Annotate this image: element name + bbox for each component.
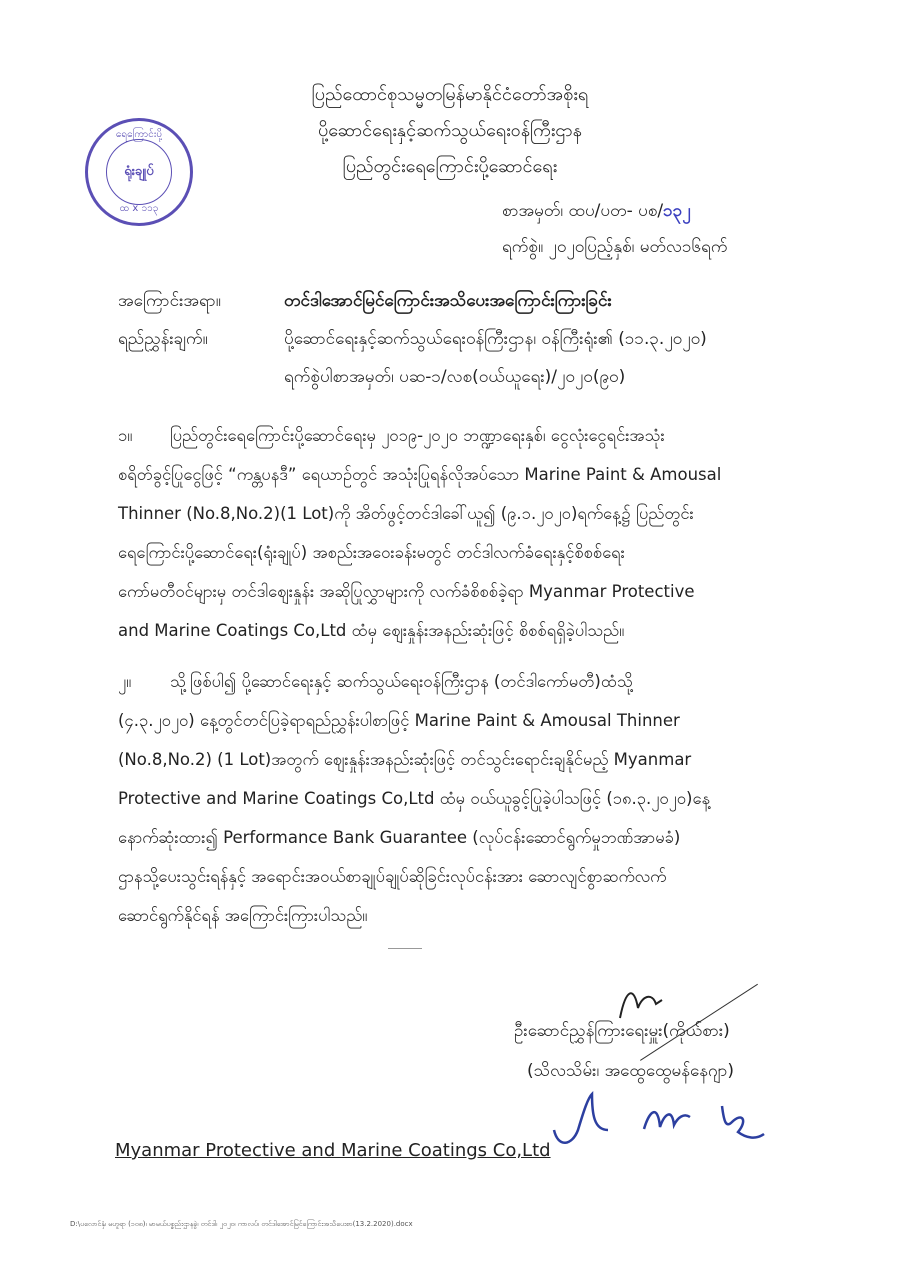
paragraph-2 [118, 662, 856, 935]
paragraph-line: (No.8,No.2) (1 Lot)အတွက် ဈေးနှုန်းအနည်းဆုံးဖြင့် တင်သွင်းရောင်းချနိုင်မည့် Myanmar [118, 750, 692, 769]
official-seal [85, 118, 193, 226]
paragraph-line: ကော်မတီဝင်များမှ တင်ဒါဈေးနှုန်း အဆိုပြုလွှာများကို လက်ခံစိစစ်ခဲ့ရာ Myanmar Protective [118, 582, 695, 601]
subject-text: တင်ဒါအောင်မြင်ကြောင်းအသိပေးအကြောင်းကြားခြင်း [284, 291, 612, 311]
references-line-2: ရက်စွဲပါစာအမှတ်၊ ပဆ-၁/လစ(ဝယ်ယူရေး)/၂၀၂၀(၉၀) [284, 367, 626, 387]
seal-name: ရုံးချုပ် [124, 164, 154, 179]
initials-1-icon [548, 1090, 618, 1152]
paragraph-line: ဆောင်ရွက်နိုင်ရန် အကြောင်းကြားပါသည်။ [118, 906, 368, 925]
paragraph-line: ရေကြောင်းပို့ဆောင်ရေး(ရုံးချုပ်) အစည်းအဝေးခန်းမတွင် တင်ဒါလက်ခံရေးနှင့်စိစစ်ရေး [118, 543, 625, 562]
paragraph-line: ၁။ ပြည်တွင်းရေကြောင်းပို့ဆောင်ရေးမှ ၂၀၁၉-၂၀၂၀ ဘဏ္ဍာရေးနှစ်၊ ငွေလုံးငွေရင်းအသုံး [118, 416, 856, 455]
initials-2-icon [638, 1095, 698, 1145]
subject-label: အကြောင်းအရာ။ [118, 291, 221, 311]
paragraph-line: ဌာနသို့ပေးသွင်းရန်နှင့် အရောင်းအဝယ်စာချုပ်ချုပ်ဆိုခြင်းလုပ်ငန်းအား ဆောလျင်စွာဆက်လက် [118, 867, 667, 886]
paragraph-number: ၂။ [118, 672, 132, 691]
reference-handwritten-number: ၁၃၂ [663, 201, 691, 221]
paragraph-number: ၁။ [118, 426, 133, 445]
paragraph-line: Protective and Marine Coatings Co,Ltd ထံမှ ဝယ်ယူခွင့်ပြုခဲ့ပါသဖြင့် (၁၈.၃.၂၀၂၀)နေ့ [118, 789, 710, 808]
seal-ring-text: ရေကြောင်းပို့ [115, 129, 163, 140]
letterhead-line-2: ပို့ဆောင်ရေးနှင့်ဆက်သွယ်ရေးဝန်ကြီးဌာန [318, 120, 582, 141]
references-label: ရည်ညွှန်းချက်။ [118, 329, 208, 349]
paragraph-line: နောက်ဆုံးထား၍ Performance Bank Guarantee (လုပ်ငန်းဆောင်ရွက်မှုဘဏ်အာမခံ) [118, 828, 681, 847]
signatory-name: (သိလသိမ်း၊ အထွေထွေမန်နေဂျာ) [527, 1061, 735, 1081]
divider-mark [388, 948, 422, 949]
letterhead-line-1: ပြည်ထောင်စုသမ္မတမြန်မာနိုင်ငံတော်အစိုးရ [311, 84, 589, 105]
recipient: Myanmar Protective and Marine Coatings Co,Ltd [115, 1140, 551, 1161]
initials-3-icon [712, 1098, 772, 1148]
file-path: D:\ပလောင်နှံ၊ မဟူရာ (၁၀၈)၊ မာမယ်ပစ္စည်းဌာနခွဲ၊ တင်ဒါ၊ ၂၀၂၀၊ ကာလပ်၊ တင်ဒါအောင်မြင်ကြောင်းအသိပေးစာ(13.2.2020).docx [70, 1220, 413, 1228]
paragraph-line: ၂။ သို့ဖြစ်ပါ၍ ပို့ဆောင်ရေးနှင့် ဆက်သွယ်ရေးဝန်ကြီးဌာန (တင်ဒါကော်မတီ)ထံသို့ [118, 662, 856, 701]
seal-ring-text-bottom: ထ x ၁၁၃ [119, 203, 159, 214]
reference-prefix: စာအမှတ်၊ ထပ/ပတ- ပစ/ [502, 201, 664, 221]
signatory-title: ဦးဆောင်ညွှန်ကြားရေးမှူး(ကိုယ်စား) [514, 1021, 730, 1041]
paragraph-line: and Marine Coatings Co,Ltd ထံမှ ဈေးနှုန်းအနည်းဆုံးဖြင့် စိစစ်ရရှိခဲ့ပါသည်။ [118, 621, 625, 640]
reference-number [502, 200, 691, 225]
paragraph-line: စရိတ်ခွင့်ပြုငွေဖြင့် “ကန္တပနဒီ” ရေယာဉ်တွင် အသုံးပြုရန်လိုအပ်သော Marine Paint & Amousal [118, 465, 722, 484]
paragraph-1 [118, 416, 856, 650]
paragraph-line: Thinner (No.8,No.2)(1 Lot)ကို အိတ်ဖွင့်တင်ဒါခေါ်ယူ၍ (၉.၁.၂၀၂၀)ရက်နေ့၌ ပြည်တွင်း [118, 504, 694, 523]
references-line-1: ပို့ဆောင်ရေးနှင့်ဆက်သွယ်ရေးဝန်ကြီးဌာန၊ ဝန်ကြီးရုံး၏ (၁၁.၃.၂၀၂၀) [284, 329, 707, 349]
letterhead-line-3: ပြည်တွင်းရေကြောင်းပို့ဆောင်ရေး [342, 156, 558, 177]
paragraph-line: (၄.၃.၂၀၂၀) နေ့တွင်တင်ပြခဲ့ရာရည်ညွှန်းပါစာဖြင့် Marine Paint & Amousal Thinner [118, 711, 680, 730]
reference-date: ရက်စွဲ။ ၂၀၂၀ပြည့်နှစ်၊ မတ်လ၁၆ရက် [502, 237, 728, 257]
